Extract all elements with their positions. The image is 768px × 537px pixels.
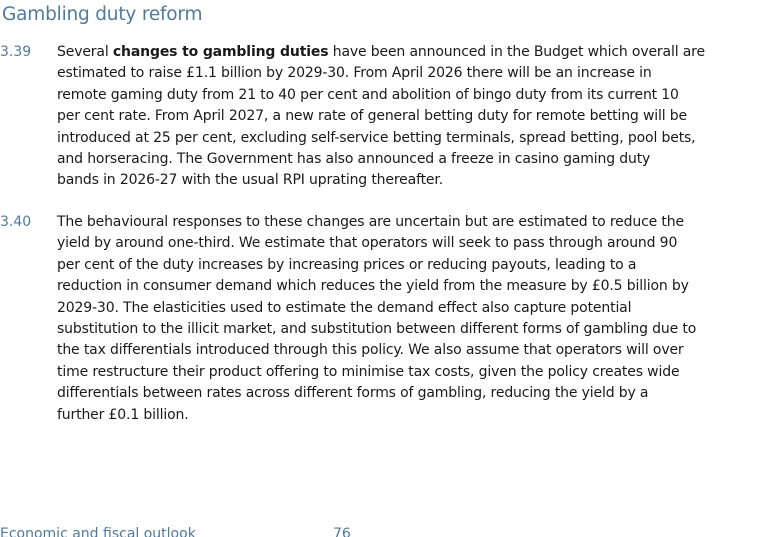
paragraph-line: yield by around one-third. We estimate that operators will seek to pass through around 90 <box>57 235 678 252</box>
paragraph-line: further £0.1 billion. <box>57 406 189 423</box>
paragraph-line: and horseracing. The Government has also announced a freeze in casino gaming duty <box>57 151 651 168</box>
paragraph-line: per cent of the duty increases by increasing prices or reducing payouts, leading to a <box>57 256 637 273</box>
paragraph-line: reduction in consumer demand which reduces the yield from the measure by £0.5 billion by <box>57 278 689 295</box>
line-segment: have been announced in the Budget which overall are <box>328 44 705 60</box>
paragraph-line: introduced at 25 per cent, excluding self-service betting terminals, spread betting, pool bets, <box>57 129 696 146</box>
paragraph-line: differentials between rates across different forms of gambling, reducing the yield by a <box>57 385 649 402</box>
bold-phrase: changes to gambling duties <box>112 44 329 60</box>
paragraph-line: estimated to raise £1.1 billion by 2029-30. From April 2026 there will be an increase in <box>57 65 652 82</box>
paragraph-line: The behavioural responses to these changes are uncertain but are estimated to reduce the <box>57 214 684 230</box>
paragraph-text <box>57 42 757 192</box>
paragraph-line <box>57 42 757 63</box>
paragraph-line: remote gaming duty from 21 to 40 per cent and abolition of bingo duty from its current 10 <box>57 86 679 103</box>
paragraph-number: 3.40 <box>0 214 32 230</box>
paragraph-text <box>57 212 757 426</box>
paragraph-line: 2029-30. The elasticities used to estimate the demand effect also capture potential <box>57 299 632 316</box>
line-segment: Several <box>57 44 113 60</box>
page-footer <box>0 526 768 537</box>
paragraph-line: substitution to the illicit market, and substitution between different forms of gambling due to <box>57 321 697 338</box>
section-heading: Gambling duty reform <box>2 4 203 25</box>
paragraph-line: per cent rate. From April 2027, a new rate of general betting duty for remote betting will be <box>57 108 687 125</box>
paragraph-line: time restructure their product offering to minimise tax costs, given the policy creates wide <box>57 363 680 380</box>
paragraph-line: the tax differentials introduced through this policy. We also assume that operators will over <box>57 342 684 359</box>
paragraph-line: bands in 2026-27 with the usual RPI uprating thereafter. <box>57 172 444 189</box>
page-number: 76 <box>333 526 351 537</box>
footer-title: Economic and fiscal outlook <box>0 526 196 537</box>
paragraph-number: 3.39 <box>0 44 32 60</box>
